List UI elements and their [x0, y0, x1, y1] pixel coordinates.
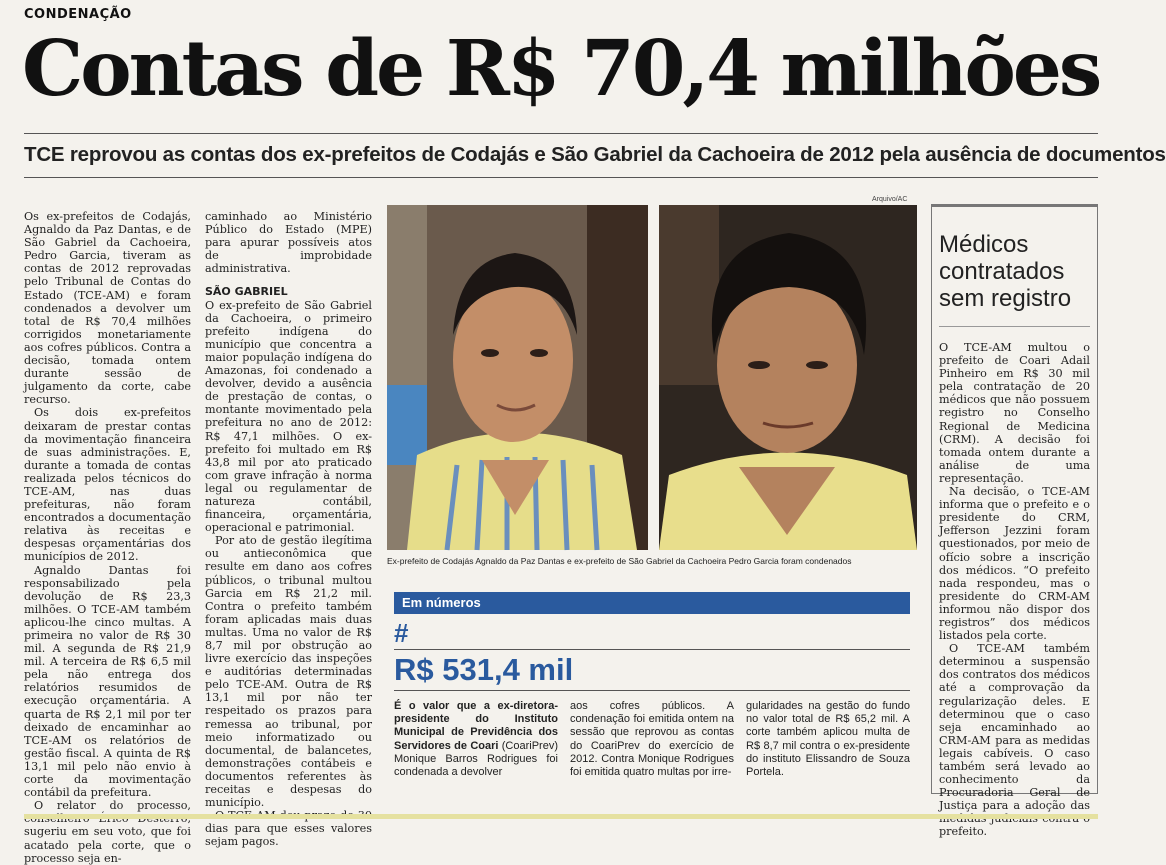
paragraph: Os ex-prefeitos de Codajás, Agnaldo da Paz Dantas, e de São Gabriel da Cachoeira, Pedro Garcia, tiveram as contas de 2012 reprovadas pelo Tribunal de Contas do Estado (TCE-AM) e foram condenados a devolver um total de R$ 70,4 milhões corrigidos monetariamente aos cofres públicos. Contra a decisão, tomada ontem durante sessão de julgamento da corte, cabe recurso.: [24, 210, 191, 407]
paragraph: O ex-prefeito de São Gabriel da Cachoeira, o primeiro prefeito indígena do município que concentra a maior população indígena do Amazonas, foi condenado a devolver, devido a ausência de prestação de contas, o montante movimentado pela prefeitura no ano de 2012: R$ 47,1 milhões. O ex-prefeito foi multado em R$ 43,8 mil por ato praticado com grave infração à norma legal ou regulamentar de natureza contábil, financeira, orçamentária, operacional e patrimonial.: [205, 298, 372, 535]
lead-rest-text: (CoariPrev) Monique Barros Rodrigues foi condenada a devolver: [394, 739, 558, 779]
page-bottom-band: [24, 814, 1098, 819]
photo-caption: Ex-prefeito de Codajás Agnaldo da Paz Dantas e ex-prefeito de São Gabriel da Cachoeira Pedro Garcia foram condenados: [387, 556, 852, 566]
article-column-1: [24, 210, 191, 865]
hash-icon: #: [394, 618, 409, 648]
paragraph: caminhado ao Ministério Público do Estado (MPE) para apurar possíveis atos de improbidade administrativa.: [205, 210, 372, 276]
section-heading: SÃO GABRIEL: [205, 285, 288, 299]
sidebar-title: Médicos contratados sem registro: [939, 231, 1072, 312]
sidebar-text: [939, 341, 1090, 839]
paragraph: Agnaldo Dantas foi responsabilizado pela devolução de R$ 23,3 milhões. O TCE-AM também aplicou-lhe cinco multas. A primeira no valor de R$ 30 mil. A segunda de R$ 21,9 mil. A terceira de R$ 6,5 mil pela não entrega dos relatórios resumidos de execução orçamentária. A quarta de R$ 2,1 mil por ter deixado de encaminhar ao TCE-AM os relatórios de gestão fiscal. A quinta de R$ 13,1 mil pelo não envio à corte da movimentação contábil da prefeitura.: [24, 563, 191, 800]
photo-agnaldo-dantas: [387, 205, 648, 550]
numbers-text-column: [394, 700, 558, 779]
numbers-box: [394, 592, 910, 779]
paragraph: Os dois ex-prefeitos deixaram de prestar contas da movimentação financeira de suas administrações. E, durante a tomada de contas realizada pelos técnicos do TCE-AM, nas duas prefeituras, não foram encontrados a documentação relativa às receitas e despesas orçamentárias dos municípios de 2012.: [24, 406, 191, 564]
article-column-2: [205, 210, 372, 849]
numbers-box-text: [394, 700, 910, 779]
divider: [24, 177, 1098, 178]
paragraph: O TCE-AM também determinou a suspensão dos contratos dos médicos até a comprovação da regularização deles. E determinou que o caso seja encaminhado ao CRM-AM para as medidas legais cabíveis. O caso também será levado ao conhecimento da Procuradoria Geral de Justiça para a adoção das prefeito.: [939, 642, 1090, 839]
paragraph: Na decisão, o TCE-AM informa que o prefeito e o presidente do CRM, Jefferson Jezzini foram questionados, por meio de ofício sobre a inscrição dos médicos. “O prefeito nada respondeu, mas o presidente do CRM-AM informou não dispor dos registros” dos médicos listados pela corte.: [939, 485, 1090, 643]
divider: [939, 326, 1090, 327]
paragraph: dias para que esses valores sejam pagos.: [205, 822, 372, 849]
divider: [24, 133, 1098, 134]
photo-pedro-garcia: [659, 205, 917, 550]
portrait-image: [387, 205, 648, 550]
subheadline: TCE reprovou as contas dos ex-prefeitos de Codajás e São Gabriel da Cachoeira de 2012 pela ausência de documentos: [24, 143, 1166, 166]
lead-bold-text: É o valor que a ex-diretora-presidente do Instituto Municipal de Previdência dos Servidores de Coari: [394, 700, 558, 752]
photo-credit: Arquivo/AC: [872, 196, 908, 203]
paragraph: O relator do processo, sugeriu em seu voto, que foi acatado pela corte, que o processo seja en-: [24, 799, 191, 865]
paragraph: O TCE-AM multou o prefeito de Coari Adail Pinheiro em R$ 30 mil pela contratação de 20 médicos que não possuem registro no Conselho Regional de Medicina (CRM). A decisão foi tomada ontem durante a análise de uma representação.: [939, 341, 1090, 485]
section-label: CONDENAÇÃO: [24, 7, 132, 22]
highlight-value: R$ 531,4 mil: [394, 649, 910, 691]
headline: Contas de R$ 70,4 milhões: [22, 24, 1100, 114]
portrait-image: [659, 205, 917, 550]
numbers-text-column: gularidades na gestão do fundo no valor total de R$ 65,2 mil. A corte também aplicou multa de R$ 8,7 mil contra o ex-presidente do instituto Elissandro de Souza Portela.: [746, 700, 910, 779]
numbers-box-header: Em números: [394, 592, 910, 614]
numbers-text-column: aos cofres públicos. A condenação foi emitida ontem na sessão que reprovou as contas do CoariPrev do exercício de 2012. Contra Monique Rodrigues foi emitida quatro multas por irre-: [570, 700, 734, 779]
paragraph: Por ato de gestão ilegítima ou antieconômica que resulte em dano aos cofres públicos, o tribunal multou Garcia em R$ 21,2 mil. Contra o prefeito também foram aplicadas mais duas multas. Uma no valor de R$ 8,7 mil por obstrução ao livre exercício das inspeções e auditórias determinadas pelo TCE-AM. Outra de R$ 13,1 mil por não ter respeitado os prazos para remessa ao tribunal, por meio informatizado ou documental, de balancetes, demonstrações contábeis e documentos referentes às receitas e despesas do município.: [205, 534, 372, 810]
sidebar-box: [931, 204, 1098, 839]
